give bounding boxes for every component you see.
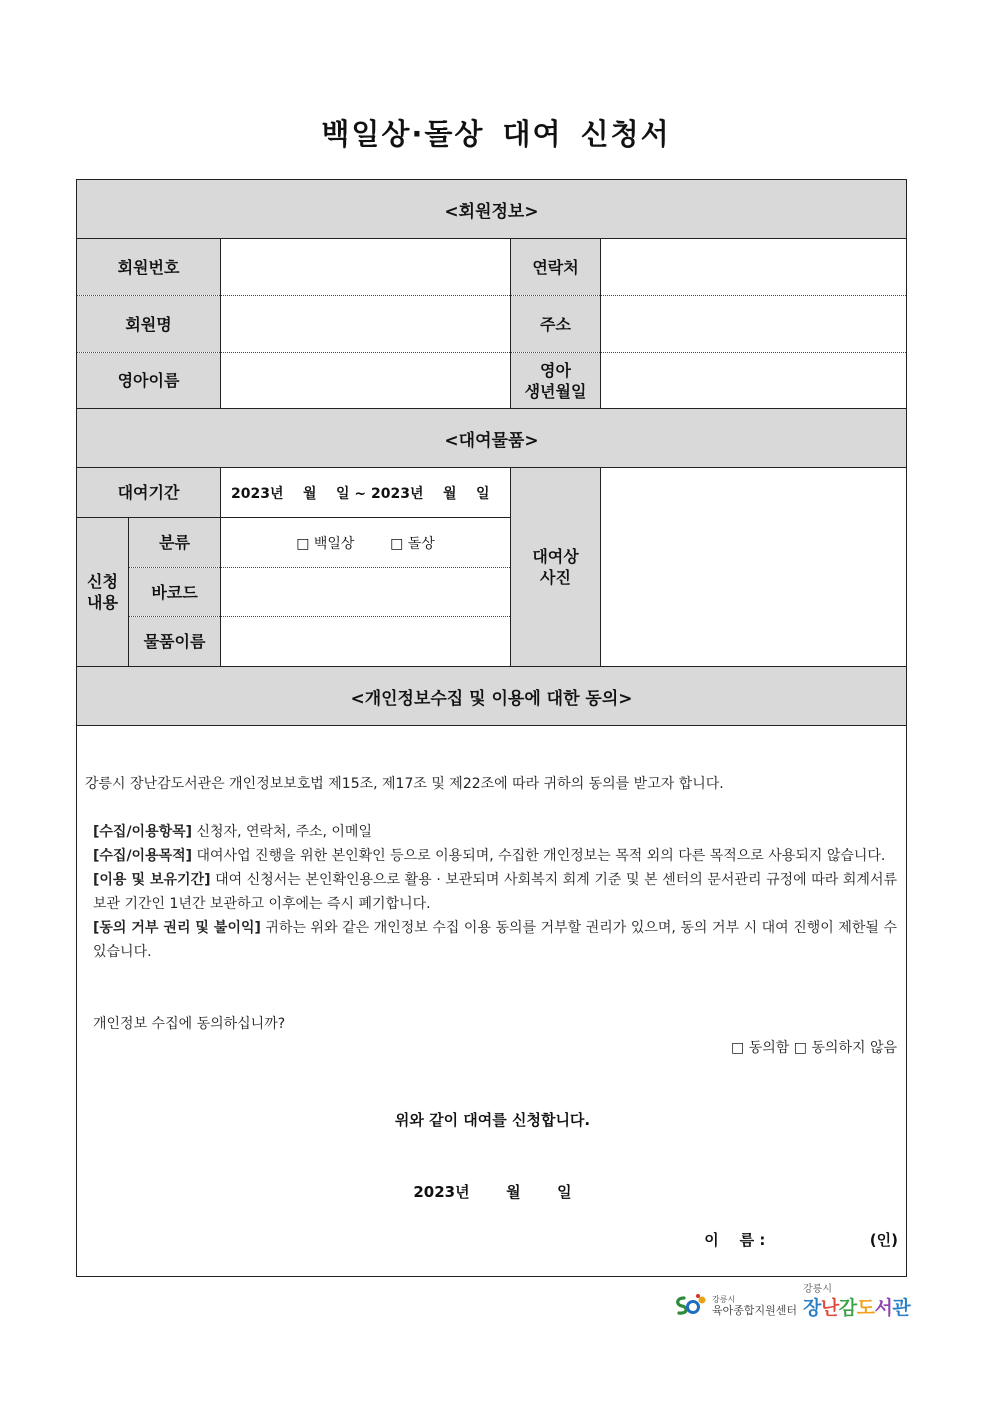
rental-photo-line2: 사진 <box>540 568 571 587</box>
signature-line[interactable]: 이 름 : (인) <box>704 1231 898 1249</box>
toy-library-logo <box>803 1284 910 1320</box>
application-date[interactable]: 2023년 월 일 <box>413 1183 572 1201</box>
rental-photo-line1: 대여상 <box>532 547 579 566</box>
consent-intro: 강릉시 장난감도서관은 개인정보보호법 제15조, 제17조 및 제22조에 따라 귀하의 동의를 받고자 합니다. <box>85 776 724 792</box>
infant-birth-label <box>511 353 600 408</box>
application-form <box>76 179 907 1277</box>
consent-options <box>85 1036 897 1060</box>
clause-retention-period: [이용 및 보유기간] 대여 신청서는 본인확인용으로 활용 · 보관되며 사회복지 회계 기준 및 본 센터의 문서관리 규정에 따라 회계서류 보관 기간인 1년간 보관하고 이후에는 즉시 폐기합니다. <box>93 872 897 912</box>
clause-refusal-rights: [동의 거부 권리 및 불이익] 귀하는 위와 같은 개인정보 수집 이용 동의를 거부할 권리가 있으며, 동의 거부 시 대여 진행이 제한될 수 있습니다. <box>93 920 897 960</box>
clause-collection-purpose: [수집/이용목적] 대여사업 진행을 위한 본인확인 등으로 이용되며, 수집한 개인정보는 목적 외의 다른 목적으로 사용되지 않습니다. <box>93 848 886 864</box>
contact-field[interactable] <box>601 239 906 295</box>
infant-birth-label-line1: 영아 <box>540 360 571 380</box>
clause-collection-items: [수집/이용항목] 신청자, 연락처, 주소, 이메일 <box>93 824 372 840</box>
application-content-line2: 내용 <box>87 593 118 612</box>
consent-agree-checkbox[interactable]: □ 동의함 <box>731 1040 790 1056</box>
contact-label: 연락처 <box>511 239 600 295</box>
section-rental-items: <대여물품> <box>77 409 906 467</box>
member-name-label: 회원명 <box>77 296 220 352</box>
rental-photo-label <box>511 468 600 666</box>
rental-period-field[interactable] <box>221 468 510 517</box>
consent-clauses <box>85 820 897 964</box>
member-number-field[interactable] <box>221 239 510 295</box>
page-title: 백일상·돌상 대여 신청서 <box>321 117 671 151</box>
infant-name-field[interactable] <box>221 353 510 408</box>
member-name-field[interactable] <box>221 296 510 352</box>
application-content-label <box>77 518 128 666</box>
declaration-text: 위와 같이 대여를 신청합니다. <box>394 1111 591 1129</box>
category-option-firstbirthday[interactable]: □ 돌상 <box>390 535 435 552</box>
address-label: 주소 <box>511 296 600 352</box>
toy-library-name: 장난감도서관 <box>803 1297 911 1319</box>
section-member-info: <회원정보> <box>77 180 906 238</box>
category-option-100day[interactable]: □ 백일상 <box>296 535 355 552</box>
infant-birth-field[interactable] <box>601 353 906 408</box>
application-content-line1: 신청 <box>87 572 118 591</box>
category-label: 분류 <box>129 518 220 567</box>
childcare-center-logo <box>674 1290 797 1320</box>
infant-birth-label-line2: 생년월일 <box>524 381 587 401</box>
item-name-label: 물품이름 <box>129 617 220 666</box>
childcare-center-mark-icon <box>674 1292 708 1318</box>
rental-period-label: 대여기간 <box>77 468 220 517</box>
barcode-label: 바코드 <box>129 568 220 616</box>
toy-library-city: 강릉시 <box>803 1284 832 1295</box>
category-options <box>221 518 510 567</box>
rental-photo-area[interactable] <box>601 468 906 666</box>
member-number-label: 회원번호 <box>77 239 220 295</box>
childcare-center-name: 육아종합지원센터 <box>712 1304 798 1317</box>
barcode-field[interactable] <box>221 568 510 616</box>
item-name-field[interactable] <box>221 617 510 666</box>
infant-name-label: 영아이름 <box>77 353 220 408</box>
childcare-center-city: 강릉시 <box>712 1295 736 1304</box>
consent-disagree-checkbox[interactable]: □ 동의하지 않음 <box>793 1040 897 1056</box>
section-privacy-consent: <개인정보수집 및 이용에 대한 동의> <box>77 667 906 725</box>
rental-period-value: 2023년 월 일 ~ 2023년 월 일 <box>231 485 490 502</box>
consent-question: 개인정보 수집에 동의하십니까? <box>93 1016 286 1032</box>
address-field[interactable] <box>601 296 906 352</box>
